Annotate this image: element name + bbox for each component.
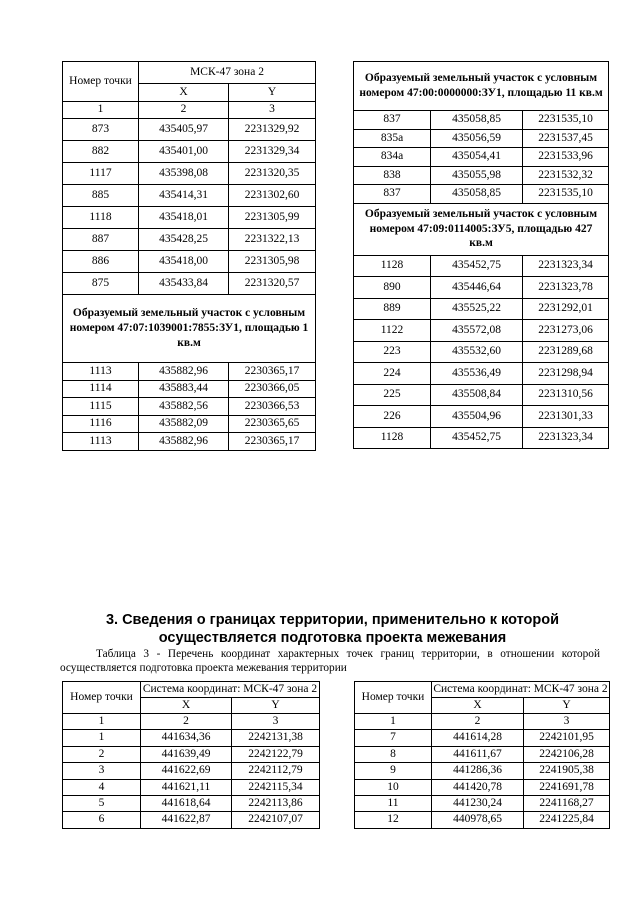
point-number-cell: 12 [355,812,432,828]
y-coordinate-cell: 2231320,35 [229,163,316,185]
point-number-cell: 2 [63,746,141,762]
table-row [63,433,316,451]
column-number: 1 [355,714,432,730]
point-number-cell: 837 [354,185,431,204]
point-number-cell: 835а [354,129,431,148]
column-number: 1 [63,714,141,730]
y-coordinate-cell: 2242101,95 [524,730,610,746]
table-row [63,163,316,185]
table-row [63,746,320,762]
y-coordinate-cell: 2231329,34 [229,141,316,163]
x-coordinate-cell: 435428,25 [139,229,229,251]
x-coordinate-cell: 435401,00 [139,141,229,163]
point-number-cell: 8 [355,746,432,762]
x-header: X [432,698,524,714]
y-coordinate-cell: 2242131,38 [232,730,320,746]
point-number-cell: 837 [354,111,431,130]
table-row [355,730,610,746]
coordinate-system-header: Система координат: МСК-47 зона 2 [141,682,320,698]
table-row [354,148,609,167]
table-row [355,763,610,779]
parcel-title: Образуемый земельный участок с условным номером 47:00:0000000:ЗУ1, площадью 11 кв.м [354,62,609,111]
point-number-cell: 10 [355,779,432,795]
y-coordinate-cell: 2231298,94 [523,363,609,385]
y-coordinate-cell: 2230366,05 [229,380,316,398]
y-coordinate-cell: 2241905,38 [524,763,610,779]
table-row [354,277,609,299]
y-coordinate-cell: 2231323,34 [523,427,609,449]
parcel-title-row [354,203,609,255]
y-coordinate-cell: 2231305,98 [229,251,316,273]
y-coordinate-cell: 2231323,34 [523,255,609,277]
point-number-header: Номер точки [63,62,139,102]
x-coordinate-cell: 435405,97 [139,119,229,141]
parcel-title: Образуемый земельный участок с условным номером 47:09:0114005:ЗУ5, площадью 427 кв.м [354,203,609,255]
point-number-cell: 1116 [63,415,139,433]
x-coordinate-cell: 435536,49 [431,363,523,385]
point-number-cell: 226 [354,406,431,428]
point-number-cell: 838 [354,166,431,185]
x-coordinate-cell: 435882,09 [139,415,229,433]
x-header: X [141,698,232,714]
table-row [354,427,609,449]
x-coordinate-cell: 435446,64 [431,277,523,299]
x-coordinate-cell: 435532,60 [431,341,523,363]
table-row [63,779,320,795]
y-coordinate-cell: 2231532,32 [523,166,609,185]
point-number-cell: 1128 [354,427,431,449]
coordinates-table-c [62,681,320,829]
y-coordinate-cell: 2231535,10 [523,111,609,130]
point-number-cell: 11 [355,795,432,811]
coordinates-table-a [62,61,316,451]
table-row [63,273,316,295]
point-number-cell: 885 [63,185,139,207]
y-coordinate-cell: 2242113,86 [232,795,320,811]
x-coordinate-cell: 435054,41 [431,148,523,167]
x-coordinate-cell: 435882,56 [139,398,229,416]
x-coordinate-cell: 441621,11 [141,779,232,795]
table-row [63,363,316,381]
parcel-title-row [63,295,316,363]
table-row [63,398,316,416]
x-coordinate-cell: 435058,85 [431,111,523,130]
section-title: 3. Сведения о границах территории, применительно к которой осуществляется подготовка проекта межевания [105,612,560,646]
y-coordinate-cell: 2231320,57 [229,273,316,295]
table-row [354,111,609,130]
x-coordinate-cell: 440978,65 [432,812,524,828]
coordinate-system-header: МСК-47 зона 2 [139,62,316,84]
x-coordinate-cell: 435058,85 [431,185,523,204]
point-number-cell: 882 [63,141,139,163]
y-coordinate-cell: 2230365,17 [229,363,316,381]
table-row [63,415,316,433]
x-coordinate-cell: 441618,64 [141,795,232,811]
x-header: X [139,84,229,102]
x-coordinate-cell: 435414,31 [139,185,229,207]
y-coordinate-cell: 2231323,78 [523,277,609,299]
coordinates-table-d [354,681,610,829]
point-number-cell: 225 [354,384,431,406]
point-number-cell: 887 [63,229,139,251]
table-row [63,185,316,207]
x-coordinate-cell: 435883,44 [139,380,229,398]
table-row [355,746,610,762]
parcel-title: Образуемый земельный участок с условным номером 47:07:1039001:7855:ЗУ1, площадью 1 кв.м [63,295,316,363]
x-coordinate-cell: 441622,87 [141,812,232,828]
point-number-cell: 834а [354,148,431,167]
y-coordinate-cell: 2230365,17 [229,433,316,451]
y-coordinate-cell: 2231273,06 [523,320,609,342]
point-number-cell: 7 [355,730,432,746]
column-number: 3 [229,102,316,119]
column-number: 3 [524,714,610,730]
x-coordinate-cell: 435398,08 [139,163,229,185]
y-coordinate-cell: 2231537,45 [523,129,609,148]
y-coordinate-cell: 2231535,10 [523,185,609,204]
y-coordinate-cell: 2242112,79 [232,763,320,779]
column-number: 3 [232,714,320,730]
y-coordinate-cell: 2241168,27 [524,795,610,811]
x-coordinate-cell: 435525,22 [431,298,523,320]
y-coordinate-cell: 2242107,07 [232,812,320,828]
y-coordinate-cell: 2231310,56 [523,384,609,406]
point-number-cell: 223 [354,341,431,363]
point-number-cell: 1122 [354,320,431,342]
y-coordinate-cell: 2242122,79 [232,746,320,762]
y-coordinate-cell: 2231302,60 [229,185,316,207]
y-coordinate-cell: 2231292,01 [523,298,609,320]
y-header: Y [229,84,316,102]
point-number-cell: 5 [63,795,141,811]
parcel-title-row [354,62,609,111]
x-coordinate-cell: 435433,84 [139,273,229,295]
y-coordinate-cell: 2231329,92 [229,119,316,141]
column-number: 1 [63,102,139,119]
coordinates-table-b [353,61,609,449]
y-header: Y [524,698,610,714]
coordinate-system-header: Система координат: МСК-47 зона 2 [432,682,610,698]
table-caption: Таблица 3 - Перечень координат характерных точек границ территории, в отношении которой осуществляется подготовка проекта межевания территории [60,648,600,674]
y-coordinate-cell: 2231305,99 [229,207,316,229]
table-row [63,251,316,273]
table-row [355,812,610,828]
y-coordinate-cell: 2231289,68 [523,341,609,363]
table-row [63,207,316,229]
y-coordinate-cell: 2241225,84 [524,812,610,828]
table-row [63,119,316,141]
y-coordinate-cell: 2230365,65 [229,415,316,433]
point-number-cell: 1128 [354,255,431,277]
table-row [354,384,609,406]
x-coordinate-cell: 441614,28 [432,730,524,746]
point-number-cell: 1117 [63,163,139,185]
point-number-cell: 3 [63,763,141,779]
column-number: 2 [139,102,229,119]
point-number-cell: 1113 [63,433,139,451]
x-coordinate-cell: 435418,00 [139,251,229,273]
table-row [354,185,609,204]
y-coordinate-cell: 2242115,34 [232,779,320,795]
x-coordinate-cell: 441230,24 [432,795,524,811]
table-row [63,795,320,811]
point-number-cell: 886 [63,251,139,273]
table-row [63,812,320,828]
y-coordinate-cell: 2242106,28 [524,746,610,762]
point-number-cell: 1115 [63,398,139,416]
table-row [354,363,609,385]
point-number-header: Номер точки [355,682,432,714]
x-coordinate-cell: 435504,96 [431,406,523,428]
x-coordinate-cell: 435508,84 [431,384,523,406]
x-coordinate-cell: 441286,36 [432,763,524,779]
point-number-cell: 875 [63,273,139,295]
table-row [355,779,610,795]
y-coordinate-cell: 2230366,53 [229,398,316,416]
y-coordinate-cell: 2231301,33 [523,406,609,428]
point-number-cell: 873 [63,119,139,141]
point-number-cell: 1113 [63,363,139,381]
table-row [355,795,610,811]
point-number-cell: 1 [63,730,141,746]
x-coordinate-cell: 435882,96 [139,363,229,381]
point-number-cell: 4 [63,779,141,795]
point-number-cell: 6 [63,812,141,828]
x-coordinate-cell: 435882,96 [139,433,229,451]
x-coordinate-cell: 435056,59 [431,129,523,148]
x-coordinate-cell: 441634,36 [141,730,232,746]
x-coordinate-cell: 441622,69 [141,763,232,779]
table-row [354,129,609,148]
table-row [354,320,609,342]
y-coordinate-cell: 2241691,78 [524,779,610,795]
table-row [354,406,609,428]
y-coordinate-cell: 2231533,96 [523,148,609,167]
y-coordinate-cell: 2231322,13 [229,229,316,251]
table-row [63,730,320,746]
table-row [63,380,316,398]
table-row [63,763,320,779]
x-coordinate-cell: 435572,08 [431,320,523,342]
x-coordinate-cell: 441611,67 [432,746,524,762]
point-number-header: Номер точки [63,682,141,714]
x-coordinate-cell: 441420,78 [432,779,524,795]
table-row [354,166,609,185]
point-number-cell: 1114 [63,380,139,398]
x-coordinate-cell: 435452,75 [431,255,523,277]
x-coordinate-cell: 435055,98 [431,166,523,185]
table-row [354,255,609,277]
table-row [354,341,609,363]
point-number-cell: 889 [354,298,431,320]
point-number-cell: 890 [354,277,431,299]
table-row [63,141,316,163]
column-number: 2 [141,714,232,730]
x-coordinate-cell: 435452,75 [431,427,523,449]
y-header: Y [232,698,320,714]
point-number-cell: 1118 [63,207,139,229]
column-number: 2 [432,714,524,730]
point-number-cell: 9 [355,763,432,779]
x-coordinate-cell: 435418,01 [139,207,229,229]
point-number-cell: 224 [354,363,431,385]
table-row [63,229,316,251]
x-coordinate-cell: 441639,49 [141,746,232,762]
table-row [354,298,609,320]
